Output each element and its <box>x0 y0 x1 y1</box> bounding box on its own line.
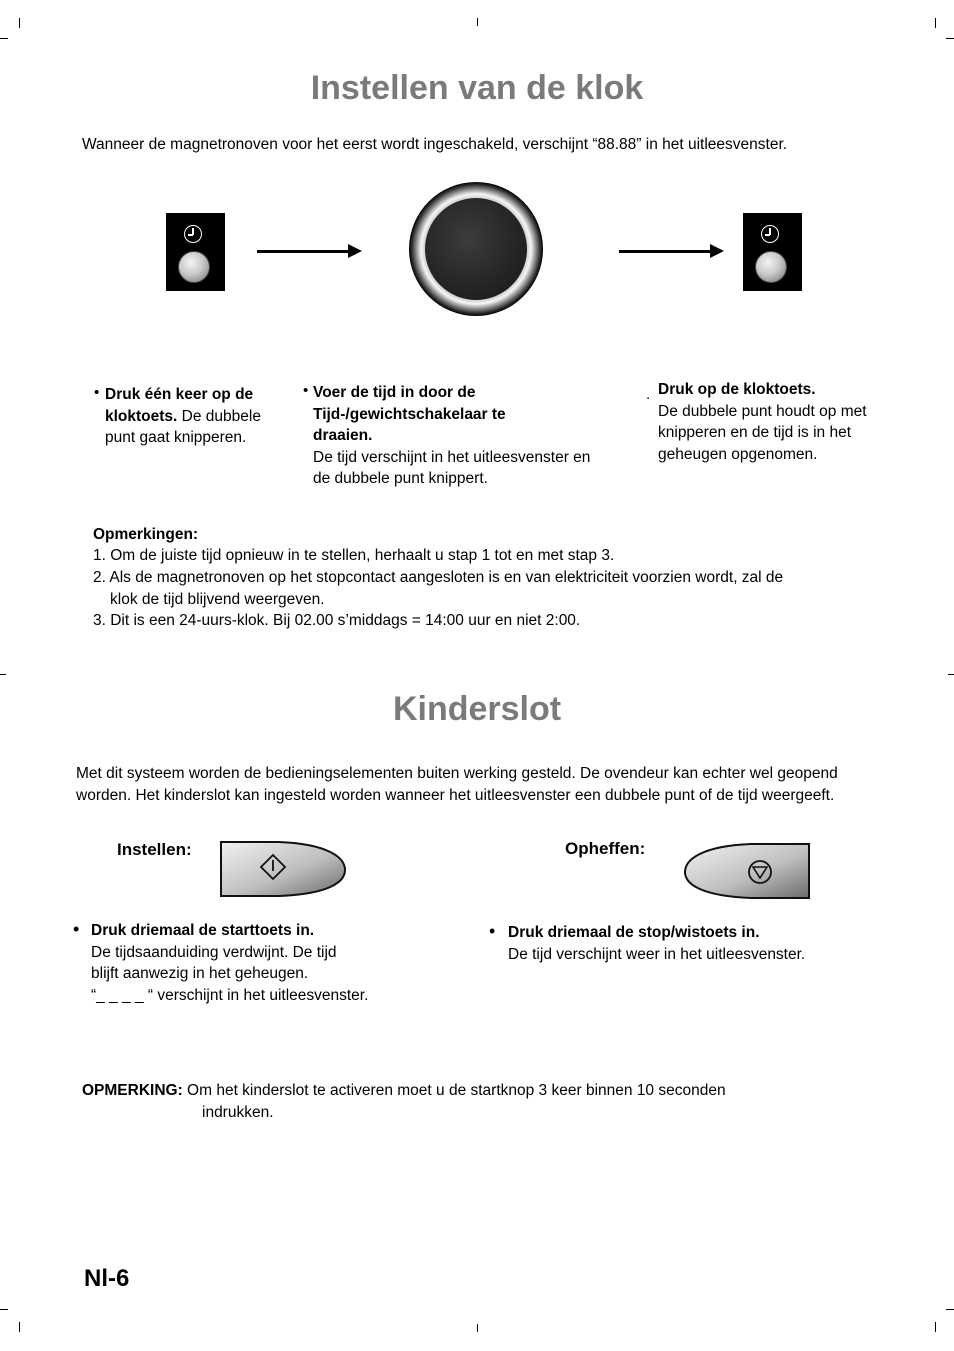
set-instruction-bold: Druk driemaal de starttoets in. <box>91 922 315 939</box>
note-3: 3. Dit is een 24-uurs-klok. Bij 02.00 s’middags = 14:00 uur en niet 2:00. <box>93 612 581 629</box>
clock-button <box>755 251 787 283</box>
step-1-bold: Druk één keer op de kloktoets. <box>105 386 254 425</box>
cancel-instruction-bold: Druk driemaal de stop/wistoets in. <box>508 924 760 941</box>
crop-mark <box>19 1322 20 1332</box>
bullet: • <box>303 382 309 399</box>
step-3-bold: Druk op de kloktoets. <box>658 381 816 398</box>
arrow-icon <box>619 250 714 253</box>
note-1: 1. Om de juiste tijd opnieuw in te stellen, herhaalt u stap 1 tot en met stap 3. <box>93 547 615 564</box>
crop-mark <box>946 38 954 39</box>
crop-mark <box>477 1324 478 1332</box>
crop-mark <box>935 18 936 28</box>
set-label: Instellen: <box>117 840 192 859</box>
step-1 <box>105 384 265 449</box>
crop-mark <box>19 18 20 28</box>
crop-mark <box>0 674 6 675</box>
clock-icon <box>761 225 779 243</box>
page-number: Nl-6 <box>84 1265 130 1292</box>
note-2: 2. Als de magnetronoven op het stopcontact aangesloten is en van elektriciteit voorzien wordt, zal de <box>93 569 784 586</box>
remark-text: Om het kinderslot te activeren moet u de startknop 3 keer binnen 10 seconden <box>182 1082 726 1099</box>
step-1-text: De dubbele punt gaat knipperen. <box>105 407 261 446</box>
bullet: • <box>73 919 80 939</box>
step-3 <box>658 379 873 465</box>
start-button <box>219 840 347 898</box>
clock-button-panel <box>743 213 802 291</box>
crop-mark <box>0 38 8 39</box>
crop-mark <box>948 674 954 675</box>
set-instruction-line-1: De tijdsaanduiding verdwijnt. De tijd <box>91 943 337 961</box>
crop-mark <box>0 1309 8 1310</box>
cancel-instructions <box>508 922 888 965</box>
notes-heading: Opmerkingen: <box>93 526 199 543</box>
dial-face <box>425 198 527 300</box>
cancel-label: Opheffen: <box>565 839 646 858</box>
step-2-text: De tijd verschijnt in het uitleesvenster en de dubbele punt knippert. <box>313 448 591 487</box>
set-instruction-line-3: “_ _ _ _ “ verschijnt in het uitleesvenster. <box>91 986 369 1004</box>
clock-intro: Wanneer de magnetronoven voor het eerst wordt ingeschakeld, verschijnt “88.88” in het uitleesvenster. <box>82 136 788 153</box>
section-title-clock: Instellen van de klok <box>310 69 644 107</box>
crop-mark <box>946 1309 954 1310</box>
cancel-instruction-text: De tijd verschijnt weer in het uitleesvenster. <box>508 945 806 963</box>
clock-icon <box>184 225 202 243</box>
section-title-child-lock: Kinderslot <box>392 690 562 728</box>
crop-mark <box>477 18 478 26</box>
remark-cont: indrukken. <box>202 1104 274 1121</box>
set-instructions <box>91 920 421 1006</box>
note-2-cont: klok de tijd blijvend weergeven. <box>110 591 325 608</box>
stop-button <box>683 842 811 900</box>
child-lock-intro: Met dit systeem worden de bedieningselementen buiten werking gesteld. De ovendeur kan echter wel geopend worden. Het kinderslot kan ingesteld worden wanneer het uitleesvenster een dubbele punt of de tijd weergeeft. <box>76 765 838 804</box>
remark <box>82 1080 882 1102</box>
bullet: . <box>646 386 651 403</box>
remark-label: OPMERKING: <box>82 1082 183 1099</box>
crop-mark <box>935 1322 936 1332</box>
arrow-icon <box>257 250 352 253</box>
bullet: • <box>489 921 496 941</box>
step-3-text: De dubbele punt houdt op met knipperen en de tijd is in het geheugen opgenomen. <box>658 402 867 463</box>
clock-button-panel <box>166 213 225 291</box>
clock-button <box>178 251 210 283</box>
bullet: • <box>94 384 100 401</box>
step-2 <box>313 382 608 490</box>
set-instruction-line-2: blijft aanwezig in het geheugen. <box>91 965 309 982</box>
step-2-bold: Voer de tijd in door de Tijd-/gewichtschakelaar te draaien. <box>313 384 506 444</box>
